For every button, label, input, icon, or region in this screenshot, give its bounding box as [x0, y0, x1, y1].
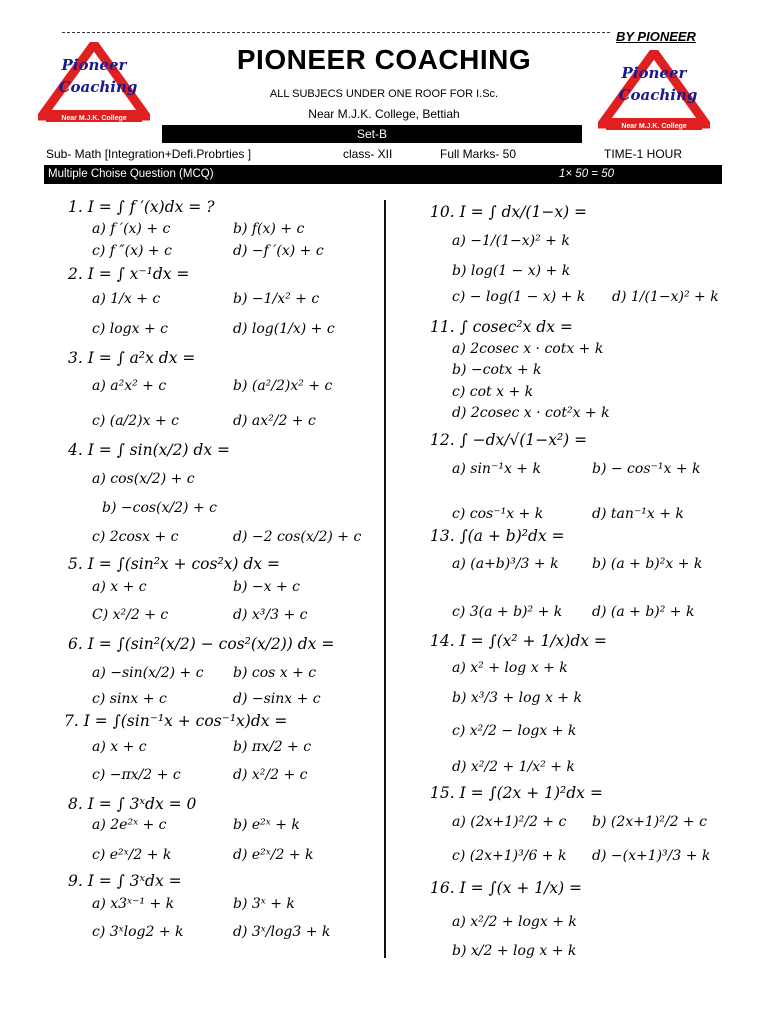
- address: Near M.J.K. College, Bettiah: [308, 107, 460, 121]
- question-text: 16. I = ∫(x + 1/x) =: [430, 879, 583, 897]
- question-text: 3. I = ∫ a²x dx =: [68, 349, 196, 367]
- option-a: a) (2x+1)²/2 + c: [452, 814, 567, 830]
- tagline: ALL SUBJECS UNDER ONE ROOF FOR I.Sc.: [269, 88, 499, 100]
- logo-right-subtitle: Near M.J.K. College: [621, 123, 687, 130]
- section-title: Multiple Choise Question (MCQ): [48, 168, 214, 180]
- option-c: c) x²/2 − logx + k: [452, 723, 577, 739]
- page-title: PIONEER COACHING: [236, 44, 532, 75]
- full-marks-label: Full Marks- 50: [440, 147, 517, 161]
- question-text: 14. I = ∫(x² + 1/x)dx =: [430, 632, 607, 650]
- logo-left-line1: Pioneer: [61, 56, 127, 74]
- option-a: a) f ′(x) + c: [92, 221, 171, 237]
- logo-right-line2: Coaching: [618, 86, 698, 104]
- section-bar: [44, 165, 722, 184]
- set-label: Set-B: [162, 125, 582, 143]
- option-a: a) −1/(1−x)² + k: [452, 233, 570, 249]
- question-text: 15. I = ∫(2x + 1)²dx =: [430, 784, 603, 802]
- question-text: 5. I = ∫(sin²x + cos²x) dx =: [68, 555, 280, 573]
- question-text: 9. I = ∫ 3ˣdx =: [68, 872, 182, 890]
- option-c: c) e²ˣ/2 + k: [92, 847, 172, 863]
- option-c: c) (2x+1)³/6 + k: [452, 848, 567, 864]
- option-b: b) (2x+1)²/2 + c: [592, 814, 707, 830]
- option-d: d) 3ˣ/log3 + k: [233, 924, 331, 940]
- option-d: d) −(x+1)³/3 + k: [592, 848, 711, 864]
- column-divider: [384, 200, 386, 958]
- option-c: c) f ″(x) + c: [92, 243, 172, 259]
- question-text: 4. I = ∫ sin(x/2) dx =: [68, 441, 231, 459]
- logo-left-subtitle: Near M.J.K. College: [61, 115, 127, 122]
- option-b: b) − cos⁻¹x + k: [592, 461, 701, 477]
- option-b: b) πx/2 + c: [233, 739, 312, 755]
- question-text: 10. I = ∫ dx/(1−x) =: [430, 203, 588, 221]
- option-d: d) 1/(1−x)² + k: [612, 289, 719, 305]
- option-d: d) 2cosec x · cot²x + k: [452, 405, 610, 421]
- option-b: b) −cos(x/2) + c: [102, 500, 217, 516]
- option-c: c) 3ˣlog2 + k: [92, 924, 184, 940]
- option-b: b) (a²/2)x² + c: [233, 378, 333, 394]
- option-d: d) −sinx + c: [233, 691, 321, 707]
- option-c: c) cos⁻¹x + k: [452, 506, 544, 522]
- option-c: c) (a/2)x + c: [92, 413, 180, 429]
- option-b: b) log(1 − x) + k: [452, 263, 571, 279]
- option-b: b) −1/x² + c: [233, 291, 320, 307]
- option-d: d) x³/3 + c: [233, 607, 308, 623]
- option-b: b) f(x) + c: [233, 221, 305, 237]
- class-label: class- XII: [343, 147, 393, 161]
- option-d: d) tan⁻¹x + k: [592, 506, 684, 522]
- question-text: 12. ∫ −dx/√(1−x²) =: [430, 431, 588, 449]
- option-a: a) a²x² + c: [92, 378, 167, 394]
- option-d: d) −f ′(x) + c: [233, 243, 324, 259]
- logo-right-line1: Pioneer: [621, 64, 687, 82]
- option-a: a) x²/2 + logx + k: [452, 914, 577, 930]
- option-a: a) x + c: [92, 739, 147, 755]
- option-a: a) cos(x/2) + c: [92, 471, 195, 487]
- option-a: a) (a+b)³/3 + k: [452, 556, 559, 572]
- option-a: a) x + c: [92, 579, 147, 595]
- option-d: d) e²ˣ/2 + k: [233, 847, 314, 863]
- option-d: d) ax²/2 + c: [233, 413, 316, 429]
- question-text: 6. I = ∫(sin²(x/2) − cos²(x/2)) dx =: [68, 635, 335, 653]
- option-a: a) 1/x + c: [92, 291, 161, 307]
- option-a: a) x² + log x + k: [452, 660, 568, 676]
- option-b: b) x/2 + log x + k: [452, 943, 577, 959]
- option-d: d) −2 cos(x/2) + c: [233, 529, 362, 545]
- question-text: 7. I = ∫(sin⁻¹x + cos⁻¹x)dx =: [64, 712, 288, 730]
- subject-label: Sub- Math [Integration+Defi.Probrties ]: [46, 147, 252, 161]
- option-c: c) 3(a + b)² + k: [452, 604, 563, 620]
- question-text: 11. ∫ cosec²x dx =: [430, 318, 573, 336]
- option-b: b) 3ˣ + k: [233, 896, 295, 912]
- option-b: b) (a + b)²x + k: [592, 556, 703, 572]
- time-label: TIME-1 HOUR: [604, 147, 682, 161]
- question-text: 8. I = ∫ 3ˣdx = 0: [68, 795, 197, 813]
- option-b: b) −x + c: [233, 579, 300, 595]
- option-c: C) x²/2 + c: [92, 607, 169, 623]
- option-a: a) 2e²ˣ + c: [92, 817, 167, 833]
- option-b: b) x³/3 + log x + k: [452, 690, 582, 706]
- option-c: c) sinx + c: [92, 691, 167, 707]
- question-text: 2. I = ∫ x⁻¹dx =: [68, 265, 190, 283]
- option-b: b) cos x + c: [233, 665, 317, 681]
- option-c: c) 2cosx + c: [92, 529, 179, 545]
- question-text: 13. ∫(a + b)²dx =: [430, 527, 565, 545]
- logo-left-line2: Coaching: [58, 78, 138, 96]
- header-dashed-rule: [62, 32, 610, 33]
- option-d: d) (a + b)² + k: [592, 604, 695, 620]
- option-a: a) x3ˣ⁻¹ + k: [92, 896, 175, 912]
- question-text: 1. I = ∫ f ′(x)dx = ?: [68, 198, 215, 216]
- option-b: b) −cotx + k: [452, 362, 542, 378]
- marks-formula: 1× 50 = 50: [559, 168, 614, 180]
- option-d: d) x²/2 + c: [233, 767, 308, 783]
- option-b: b) e²ˣ + k: [233, 817, 300, 833]
- option-d: d) log(1/x) + c: [233, 321, 335, 337]
- option-d: d) x²/2 + 1/x² + k: [452, 759, 575, 775]
- option-c: c) − log(1 − x) + k: [452, 289, 586, 305]
- option-a: a) sin⁻¹x + k: [452, 461, 541, 477]
- option-a: a) 2cosec x · cotx + k: [452, 341, 604, 357]
- option-c: c) cot x + k: [452, 384, 534, 400]
- option-c: c) −πx/2 + c: [92, 767, 181, 783]
- option-a: a) −sin(x/2) + c: [92, 665, 204, 681]
- option-c: c) logx + c: [92, 321, 168, 337]
- byline: BY PIONEER: [616, 29, 696, 44]
